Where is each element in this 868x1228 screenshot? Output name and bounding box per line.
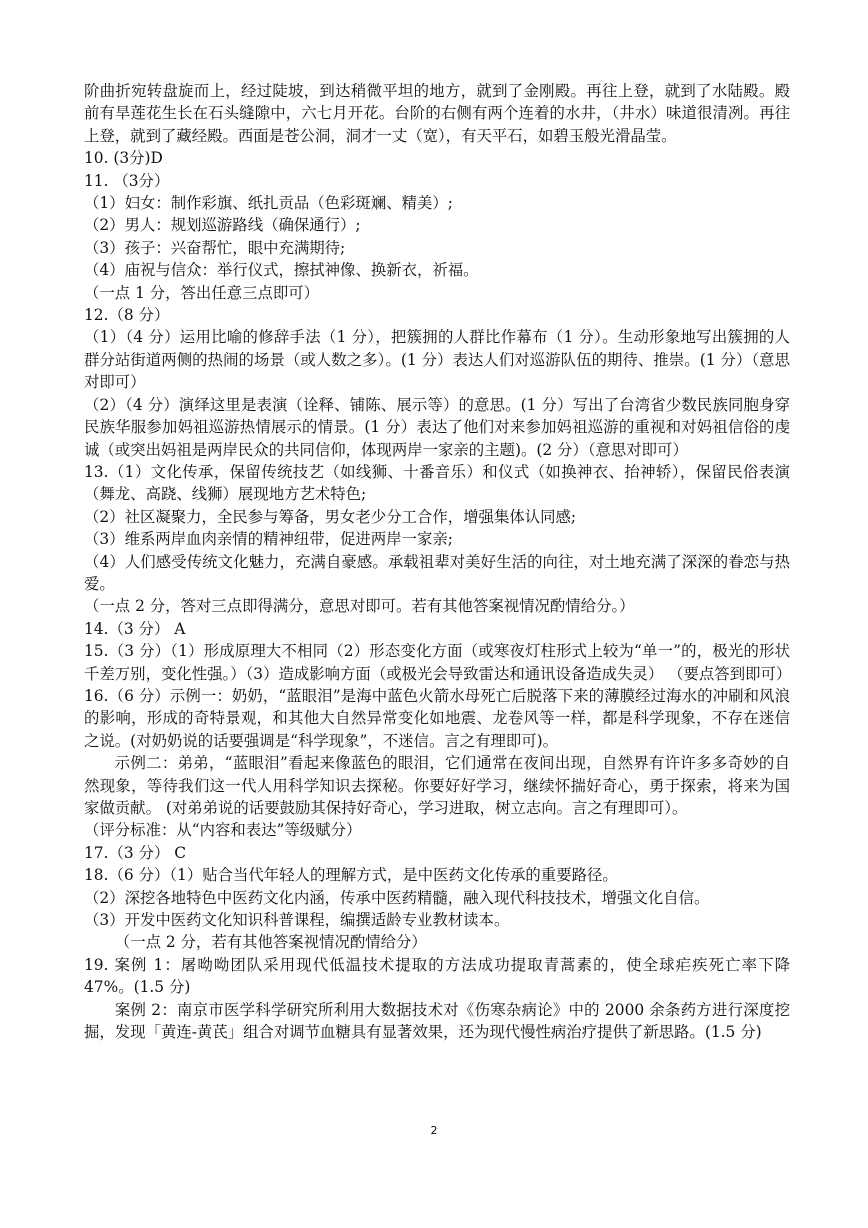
answer-18-point-3: （3）开发中医药文化知识科普课程，编撰适龄专业教材读本。 [84,911,510,930]
answer-12-header: 12.（8 分） [84,306,170,325]
answer-16-example-1: 16.（6 分）示例一：奶奶，“蓝眼泪”是海中蓝色火箭水母死亡后脱落下来的薄膜经过海水的冲刷和风浪的影响，形成的奇特景观，和其他大自然异常变化如地震、龙卷风等一样，都是科学现象，不存在迷信之说。(对奶奶说的话要强调是“科学现象”，不迷信。言之有理即可)。 [84,686,790,750]
answer-17: 17.（3 分） C [84,843,187,862]
answer-13-scoring: （一点 2 分，答对三点即得满分，意思对即可。若有其他答案视情况酌情给分。） [84,597,635,616]
answer-10: 10. (3分)D [84,149,163,168]
answer-13-point-4: （4）人们感受传统文化魅力，充满自豪感。承载祖辈对美好生活的向往，对土地充满了深深的眷恋与热爱。 [84,552,790,593]
answer-12-part-1: （1）（4 分）运用比喻的修辞手法（1 分），把簇拥的人群比作幕布（1 分）。生动形象地写出簇拥的人群分站街道两侧的热闹的场景（或人数之多）。(1 分）表达人们对巡游队伍的期待、推崇。(1 分）（意思对即可） [84,328,790,392]
answer-12-part-2: （2）（4 分）演绎这里是表演（诠释、铺陈、展示等）的意思。(1 分）写出了台湾省少数民族同胞身穿民族华服参加妈祖巡游热情展示的情景。(1 分）表达了他们对来参加妈祖巡游的重视和对妈祖信俗的虔诚（或突出妈祖是两岸民众的共同信仰，体现两岸一家亲的主题)。(2 分）（意思对即可） [84,395,790,459]
answer-11-point-1: （1）妇女：制作彩旗、纸扎贡品（色彩斑斓、精美）; [84,194,453,213]
answer-11-header: 11. （3分） [84,171,170,190]
answer-text-body [84,80,795,1043]
answer-19-case-1: 19. 案例 1：屠呦呦团队采用现代低温技术提取的方法成功提取青蒿素的，使全球疟疾死亡率下降 47%。(1.5 分) [84,955,795,997]
answer-14: 14.（3 分） A [84,619,186,638]
answer-16-example-2: 示例二：弟弟，“蓝眼泪”看起来像蓝色的眼泪，它们通常在夜间出现，自然界有许许多多奇妙的自然现象，等待我们这一代人用科学知识去探秘。你要好好学习，继续怀揣好奇心，勇于探索，将来为国家做贡献。 (对弟弟说的话要鼓励其保持好奇心，学习进取，树立志向。言之有理即可）。 [84,754,790,817]
answer-18-point-2: （2）深挖各地特色中医药文化内涵，传承中医药精髓，融入现代科技技术，增强文化自信。 [84,888,710,907]
answer-13-point-3: （3）维系两岸血肉亲情的精神纽带，促进两岸一家亲; [84,530,453,549]
answer-11-point-3: （3）孩子：兴奋帮忙，眼中充满期待; [84,238,346,257]
answer-18-scoring: （一点 2 分，若有其他答案视情况酌情给分） [114,933,427,952]
answer-19-case-2: 案例 2：南京市医学科学研究所利用大数据技术对《伤寒杂病论》中的 2000 余条药方进行深度挖掘，发现「黄连-黄芪」组合对调节血糖具有显著效果，还为现代慢性病治疗提供了新思路。(1.5 分) [84,1000,790,1042]
page-number: 2 [430,1124,438,1137]
answer-11-scoring: （一点 1 分，答出任意三点即可） [84,283,320,302]
answer-18-point-1: 18.（6 分）（1）贴合当代年轻人的理解方式，是中医药文化传承的重要路径。 [84,866,618,885]
answer-11-point-2: （2）男人：规划巡游路线（确保通行）; [84,216,361,235]
answer-13-point-2: （2）社区凝聚力，全民参与筹备，男女老少分工合作，增强集体认同感; [84,507,577,526]
answer-16-scoring: （评分标准：从“内容和表达”等级赋分） [84,821,362,840]
answer-15: 15.（3 分）（1）形成原理大不相同（2）形态变化方面（或寒夜灯柱形式上较为“单一”的，极光的形状千差万别，变化性强。）（3）造成影响方面（或极光会导致雷达和通讯设备造成失灵） （要点答到即可） [84,642,792,683]
answer-13-point-1: 13.（1）文化传承，保留传统技艺（如线狮、十番音乐）和仪式（如换神衣、抬神轿），保留民俗表演（舞龙、高跷、线狮）展现地方艺术特色; [84,462,790,504]
paragraph-translation: 阶曲折宛转盘旋而上，经过陡坡，到达稍微平坦的地方，就到了金刚殿。再往上登，就到了水陆殿。殿前有旱莲花生长在石头缝隙中，六七月开花。台阶的右侧有两个连着的水井，（井水）味道很清冽。再往上登，就到了藏经殿。西面是苍公洞，洞才一丈（宽），有天平石，如碧玉般光滑晶莹。 [84,82,790,145]
answer-11-point-4: （4）庙祝与信众：举行仪式，擦拭神像、换新衣，祈福。 [84,261,479,280]
